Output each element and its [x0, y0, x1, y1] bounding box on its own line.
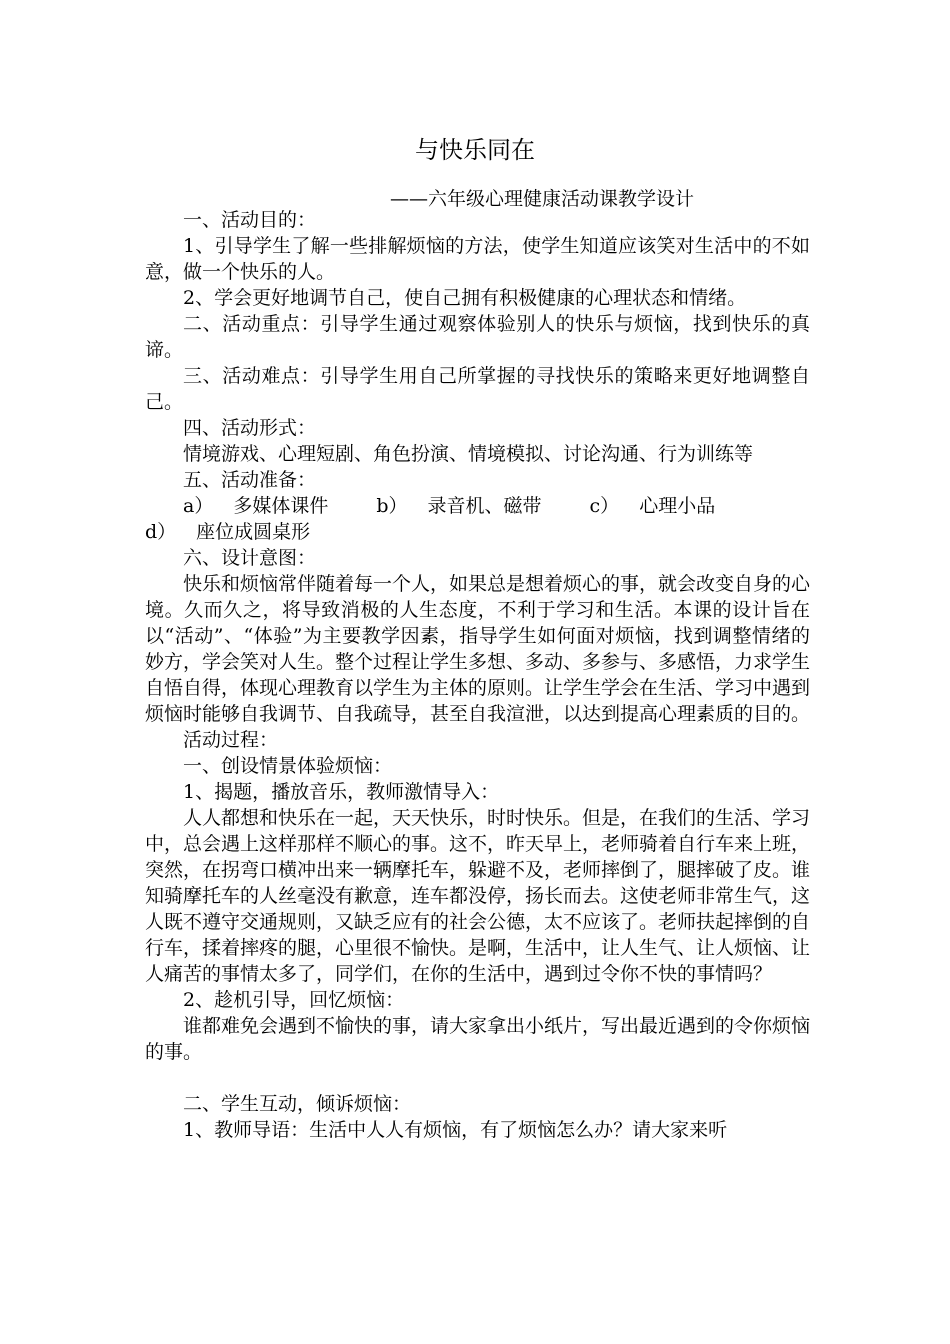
list-item-text: 录音机、磁带: [427, 495, 542, 517]
paragraph: 2、趁机引导，回忆烦恼：: [183, 989, 405, 1011]
paragraph: 人人都想和快乐在一起，天天快乐，时时快乐。但是，在我们的生活、学习中，总会遇上这样那样不顺心的事。这不，昨天早上，老师骑着自行车来上班，突然，在拐弯口横冲出来一辆摩托车，躲避不及，老师摔倒了，腿摔破了皮。谁知骑摩托车的人丝毫没有歉意，连车都没停，扬长而去。这使老师非常生气，这人既不遵守交通规则，又缺乏应有的社会公德，太不应该了。老师扶起摔倒的自行车，揉着摔疼的腿，心里很不愉快。是啊，生活中，让人生气、让人烦恼、让人痛苦的事情太多了，同学们，在你的生活中，遇到过令你不快的事情吗？: [145, 807, 811, 985]
preparation-list: [145, 493, 810, 519]
paragraph: 一、创设情景体验烦恼：: [183, 755, 393, 777]
blank-line: [145, 1065, 810, 1091]
paragraph: 二、活动重点：引导学生通过观察体验别人的快乐与烦恼，找到快乐的真谛。: [145, 313, 810, 361]
section-heading-intent: 六、设计意图：: [183, 547, 317, 569]
list-marker: b）: [376, 495, 408, 517]
section-heading-format: 四、活动形式：: [183, 417, 317, 439]
paragraph: 情境游戏、心理短剧、角色扮演、情境模拟、讨论沟通、行为训练等: [183, 443, 754, 465]
list-marker: c）: [589, 495, 620, 517]
document-subtitle: ——六年级心理健康活动课教学设计: [390, 188, 695, 210]
preparation-item: [183, 493, 328, 519]
paragraph: 三、活动难点：引导学生用自己所掌握的寻找快乐的策略来更好地调整自己。: [145, 365, 810, 413]
paragraph: 二、学生互动，倾诉烦恼：: [183, 1093, 412, 1115]
preparation-item: [376, 493, 541, 519]
document-title: 与快乐同在: [415, 136, 535, 164]
preparation-item: [145, 519, 810, 545]
paragraph: 快乐和烦恼常伴随着每一个人，如果总是想着烦心的事，就会改变自身的心境。久而久之，将导致消极的人生态度，不利于学习和生活。本课的设计旨在以“活动”、“体验”为主要教学因素，指导学生如何面对烦恼，找到调整情绪的妙方，学会笑对人生。整个过程让学生多想、多动、多参与、多感悟，力求学生自悟自得，体现心理教育以学生为主体的原则。让学生学会在生活、学习中遇到烦恼时能够自我调节、自我疏导，甚至自我渲泄，以达到提高心理素质的目的。: [145, 573, 811, 725]
list-marker: a）: [183, 495, 214, 517]
document-body: [145, 207, 810, 1143]
paragraph: 1、揭题，播放音乐，教师激情导入：: [183, 781, 500, 803]
paragraph: 1、引导学生了解一些排解烦恼的方法，使学生知道应该笑对生活中的不如意，做一个快乐的人。: [145, 235, 810, 283]
list-item-text: 心理小品: [639, 495, 716, 517]
paragraph: 2、学会更好地调节自己，使自己拥有积极健康的心理状态和情绪。: [183, 287, 747, 309]
list-item-text: 座位成圆桌形: [196, 521, 311, 543]
paragraph: 谁都难免会遇到不愉快的事，请大家拿出小纸片，写出最近遇到的令你烦恼的事。: [145, 1015, 811, 1063]
preparation-item: [590, 493, 716, 519]
list-item-text: 多媒体课件: [233, 495, 329, 517]
paragraph: 1、教师导语：生活中人人有烦恼，有了烦恼怎么办？请大家来听: [183, 1119, 728, 1141]
section-heading-objectives: 一、活动目的：: [183, 209, 317, 231]
section-heading-process: 活动过程：: [183, 729, 279, 751]
section-heading-preparation: 五、活动准备：: [183, 469, 317, 491]
list-marker: d）: [145, 521, 177, 543]
